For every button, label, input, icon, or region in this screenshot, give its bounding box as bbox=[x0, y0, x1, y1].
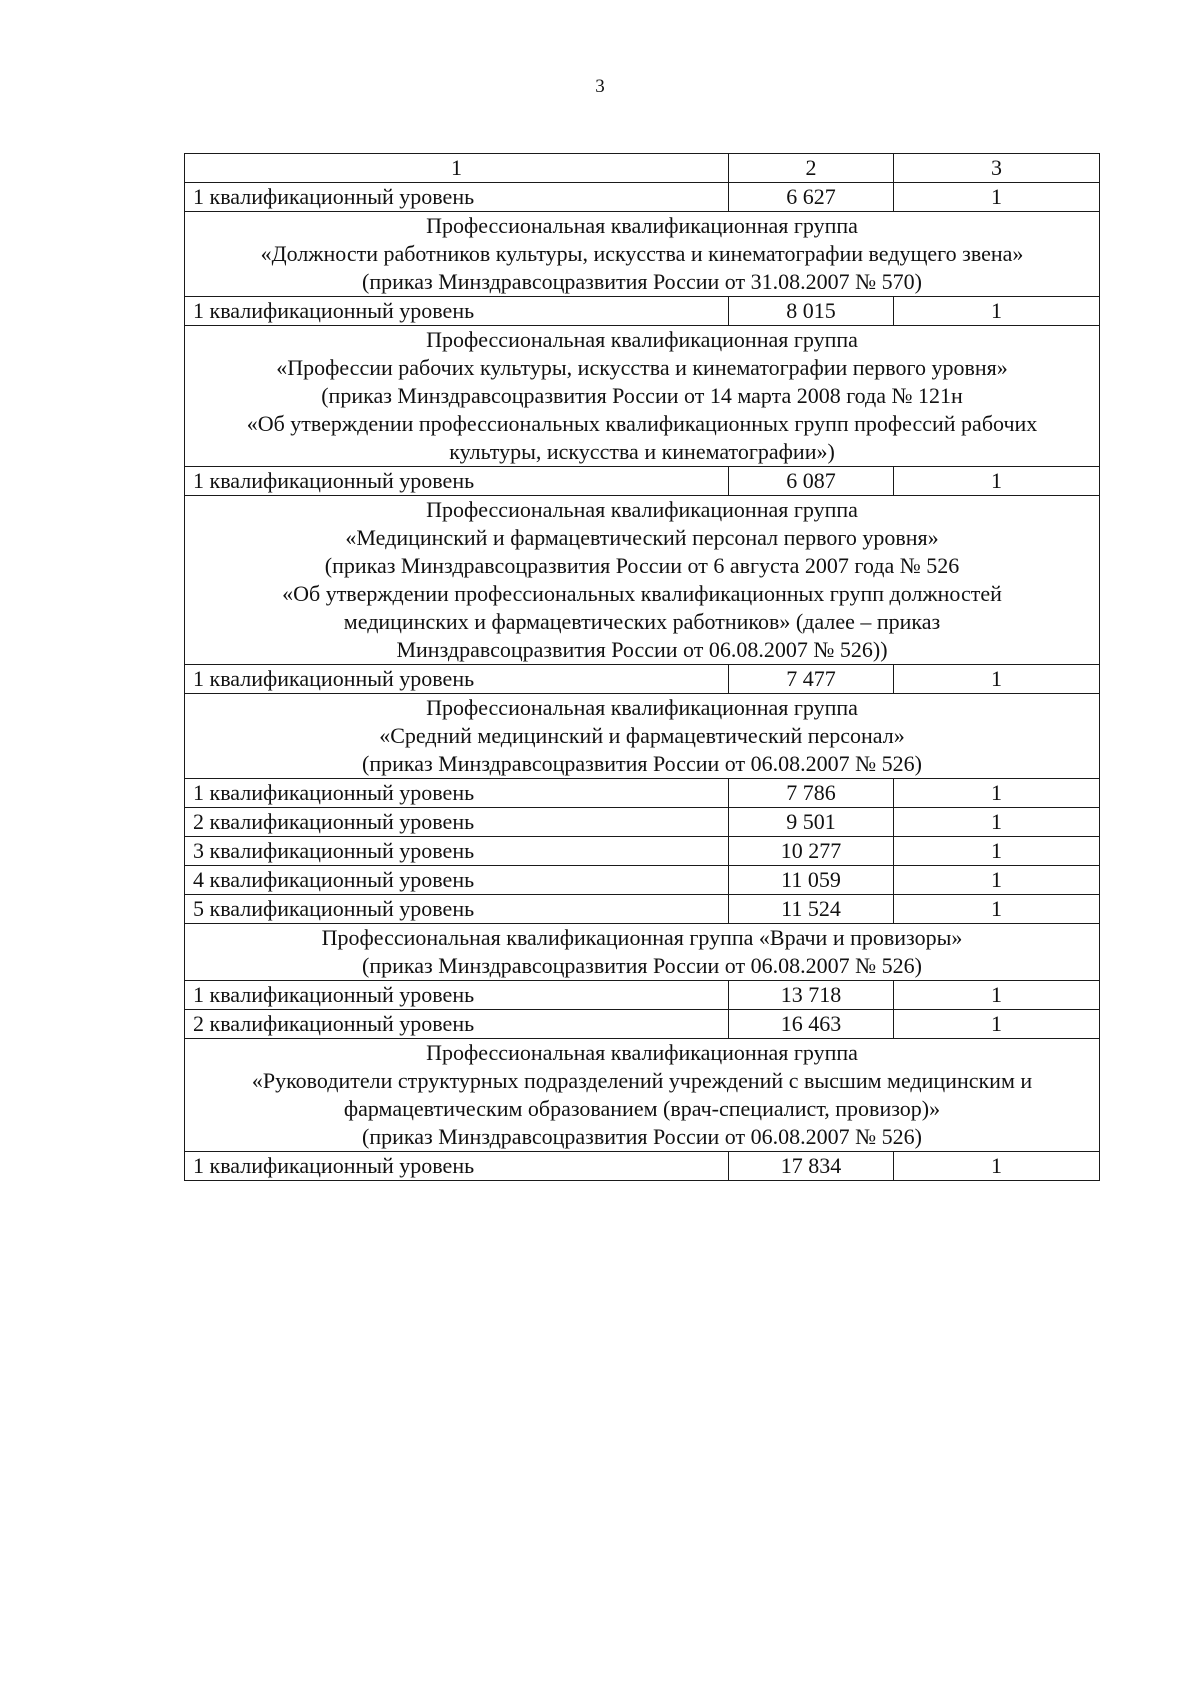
table-header-row bbox=[185, 154, 1100, 183]
qualification-group-heading bbox=[185, 326, 1100, 467]
qualification-level-label: 1 квалификационный уровень bbox=[185, 779, 729, 808]
table-row-group bbox=[185, 924, 1100, 981]
group-heading-line: фармацевтическим образованием (врач-специалист, провизор)» bbox=[343, 1096, 941, 1121]
table-row-level bbox=[185, 895, 1100, 924]
group-heading-line: (приказ Минздравсоцразвития России от 31.08.2007 № 570) bbox=[362, 269, 922, 294]
table-row-group bbox=[185, 326, 1100, 467]
table-row-group bbox=[185, 496, 1100, 665]
qualification-group-heading bbox=[185, 924, 1100, 981]
table-row-level bbox=[185, 297, 1100, 326]
salary-value: 10 277 bbox=[729, 837, 894, 866]
group-heading-line: «Руководители структурных подразделений учреждений с высшим медицинским и bbox=[251, 1068, 1033, 1093]
table-row-level bbox=[185, 1152, 1100, 1181]
table-row-level bbox=[185, 467, 1100, 496]
salary-value: 6 087 bbox=[729, 467, 894, 496]
coefficient-value: 1 bbox=[894, 808, 1100, 837]
salary-value: 16 463 bbox=[729, 1010, 894, 1039]
coefficient-value: 1 bbox=[894, 1010, 1100, 1039]
table-row-level bbox=[185, 837, 1100, 866]
qualification-level-label: 2 квалификационный уровень bbox=[185, 808, 729, 837]
qualification-group-heading bbox=[185, 1039, 1100, 1152]
coefficient-value: 1 bbox=[894, 297, 1100, 326]
group-heading-line: (приказ Минздравсоцразвития России от 06.08.2007 № 526) bbox=[362, 751, 922, 776]
group-heading-line: Минздравсоцразвития России от 06.08.2007 № 526)) bbox=[396, 637, 888, 662]
coefficient-value: 1 bbox=[894, 183, 1100, 212]
group-heading-line: культуры, искусства и кинематографии») bbox=[449, 439, 835, 464]
group-heading-line: (приказ Минздравсоцразвития России от 6 августа 2007 года № 526 bbox=[324, 553, 960, 578]
salary-value: 17 834 bbox=[729, 1152, 894, 1181]
group-heading-line: Профессиональная квалификационная группа bbox=[426, 497, 858, 522]
table-row-level bbox=[185, 1010, 1100, 1039]
qualification-level-label: 5 квалификационный уровень bbox=[185, 895, 729, 924]
coefficient-value: 1 bbox=[894, 837, 1100, 866]
table-row-level bbox=[185, 779, 1100, 808]
table-row-group bbox=[185, 1039, 1100, 1152]
coefficient-value: 1 bbox=[894, 895, 1100, 924]
qualification-level-label: 4 квалификационный уровень bbox=[185, 866, 729, 895]
coefficient-value: 1 bbox=[894, 779, 1100, 808]
table-row-level bbox=[185, 808, 1100, 837]
salary-value: 9 501 bbox=[729, 808, 894, 837]
group-heading-line: медицинских и фармацевтических работников» (далее – приказ bbox=[343, 609, 941, 634]
salary-value: 13 718 bbox=[729, 981, 894, 1010]
salary-table-body bbox=[185, 154, 1100, 1181]
header-cell-2: 2 bbox=[729, 154, 894, 183]
salary-value: 11 059 bbox=[729, 866, 894, 895]
coefficient-value: 1 bbox=[894, 1152, 1100, 1181]
qualification-group-heading bbox=[185, 212, 1100, 297]
table-row-level bbox=[185, 866, 1100, 895]
group-heading-line: «Об утверждении профессиональных квалификационных групп должностей bbox=[282, 581, 1002, 606]
group-heading-line: «Медицинский и фармацевтический персонал первого уровня» bbox=[345, 525, 939, 550]
table-row-level bbox=[185, 183, 1100, 212]
coefficient-value: 1 bbox=[894, 866, 1100, 895]
table-row-level bbox=[185, 981, 1100, 1010]
group-heading-line: Профессиональная квалификационная группа bbox=[426, 1040, 858, 1065]
table-row-level bbox=[185, 665, 1100, 694]
header-cell-1: 1 bbox=[185, 154, 729, 183]
group-heading-line: Профессиональная квалификационная группа bbox=[426, 327, 858, 352]
group-heading-line: «Профессии рабочих культуры, искусства и кинематографии первого уровня» bbox=[276, 355, 1008, 380]
salary-table bbox=[184, 153, 1100, 1181]
salary-value: 8 015 bbox=[729, 297, 894, 326]
qualification-level-label: 1 квалификационный уровень bbox=[185, 297, 729, 326]
coefficient-value: 1 bbox=[894, 981, 1100, 1010]
group-heading-line: (приказ Минздравсоцразвития России от 06.08.2007 № 526) bbox=[362, 953, 922, 978]
page-number: 3 bbox=[595, 76, 605, 97]
qualification-level-label: 2 квалификационный уровень bbox=[185, 1010, 729, 1039]
group-heading-line: (приказ Минздравсоцразвития России от 06.08.2007 № 526) bbox=[362, 1124, 922, 1149]
qualification-level-label: 1 квалификационный уровень bbox=[185, 183, 729, 212]
group-heading-line: Профессиональная квалификационная группа «Врачи и провизоры» bbox=[321, 925, 963, 950]
group-heading-line: «Средний медицинский и фармацевтический персонал» bbox=[379, 723, 905, 748]
qualification-group-heading bbox=[185, 496, 1100, 665]
table-row-group bbox=[185, 694, 1100, 779]
group-heading-line: Профессиональная квалификационная группа bbox=[426, 695, 858, 720]
qualification-level-label: 1 квалификационный уровень bbox=[185, 665, 729, 694]
qualification-level-label: 3 квалификационный уровень bbox=[185, 837, 729, 866]
group-heading-line: «Должности работников культуры, искусства и кинематографии ведущего звена» bbox=[260, 241, 1024, 266]
salary-value: 6 627 bbox=[729, 183, 894, 212]
coefficient-value: 1 bbox=[894, 665, 1100, 694]
qualification-level-label: 1 квалификационный уровень bbox=[185, 981, 729, 1010]
group-heading-line: Профессиональная квалификационная группа bbox=[426, 213, 858, 238]
salary-value: 7 477 bbox=[729, 665, 894, 694]
salary-value: 7 786 bbox=[729, 779, 894, 808]
table-row-group bbox=[185, 212, 1100, 297]
qualification-level-label: 1 квалификационный уровень bbox=[185, 1152, 729, 1181]
header-cell-3: 3 bbox=[894, 154, 1100, 183]
qualification-level-label: 1 квалификационный уровень bbox=[185, 467, 729, 496]
group-heading-line: (приказ Минздравсоцразвития России от 14 марта 2008 года № 121н bbox=[321, 383, 963, 408]
group-heading-line: «Об утверждении профессиональных квалификационных групп профессий рабочих bbox=[246, 411, 1038, 436]
coefficient-value: 1 bbox=[894, 467, 1100, 496]
qualification-group-heading bbox=[185, 694, 1100, 779]
salary-value: 11 524 bbox=[729, 895, 894, 924]
